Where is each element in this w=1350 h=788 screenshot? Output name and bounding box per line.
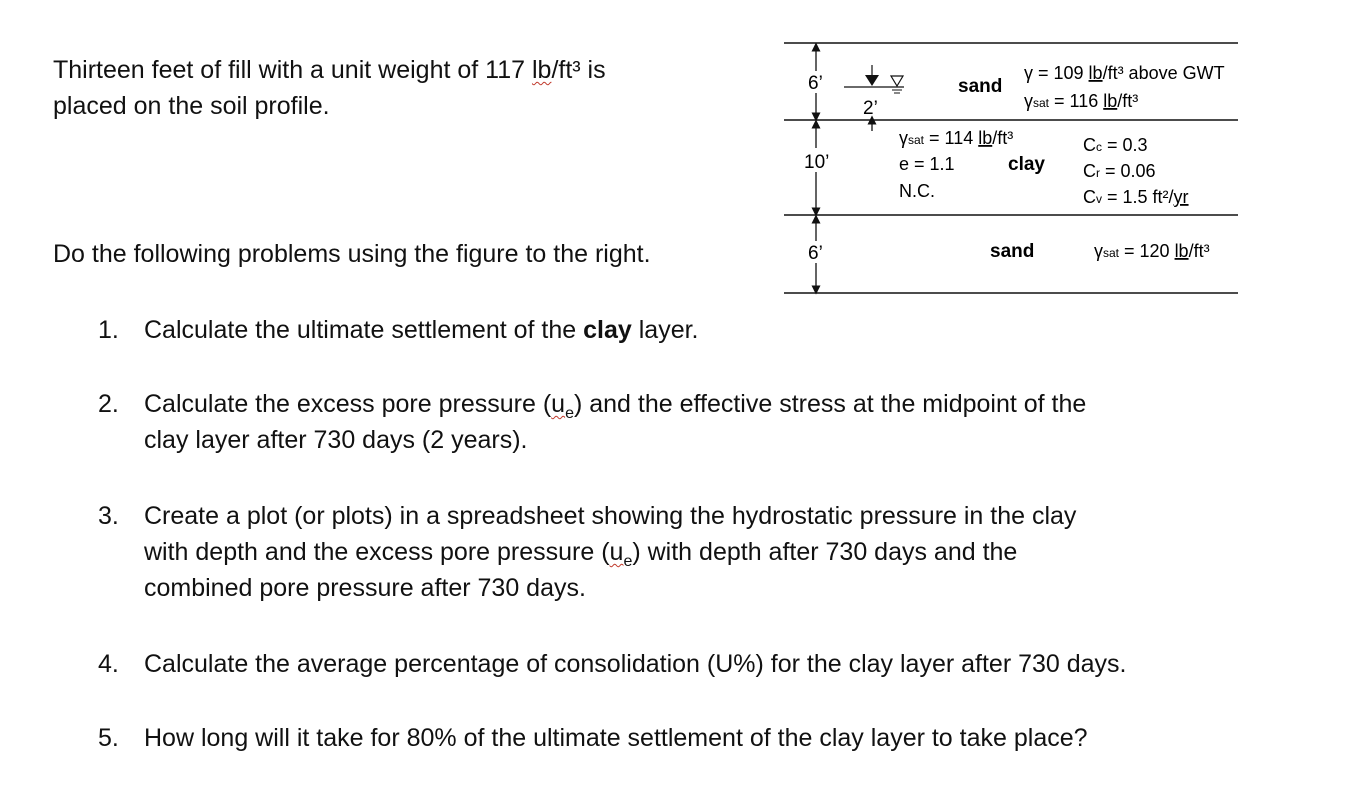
clay-void-ratio: e = 1.1 bbox=[899, 154, 955, 174]
clay-cr: Cr = 0.06 bbox=[1083, 161, 1156, 181]
clay-label: clay bbox=[1008, 154, 1045, 175]
sand-bottom-gamma-sat: γsat = 120 lb/ft³ bbox=[1094, 241, 1210, 261]
dim-label-gwt: 2’ bbox=[863, 98, 878, 119]
dim-label-clay: 10’ bbox=[804, 152, 830, 173]
intro-line-2: placed on the soil profile. bbox=[53, 92, 330, 120]
clay-cc: Cc = 0.3 bbox=[1083, 135, 1148, 155]
dim-label-top: 6’ bbox=[808, 73, 823, 94]
sand-top-gamma-sat: γsat = 116 lb/ft³ bbox=[1024, 91, 1139, 111]
instruction-text: Do the following problems using the figure to the right. bbox=[53, 240, 651, 268]
sand-bottom-label: sand bbox=[990, 241, 1035, 262]
clay-cv: Cv = 1.5 ft²/yr bbox=[1083, 187, 1189, 207]
clay-nc: N.C. bbox=[899, 181, 935, 201]
clay-gamma-sat: γsat = 114 lb/ft³ bbox=[899, 128, 1014, 148]
sand-top-label: sand bbox=[958, 76, 1003, 97]
sand-top-gamma: γ = 109 lb/ft³ above GWT bbox=[1024, 63, 1225, 83]
intro-paragraph bbox=[53, 52, 606, 124]
gwt-arrow-icon bbox=[865, 75, 879, 86]
dim-label-bottom: 6’ bbox=[808, 243, 823, 264]
water-table-symbol-icon bbox=[891, 76, 903, 86]
intro-line-1: Thirteen feet of fill with a unit weight of 117 lb/ft³ is bbox=[53, 56, 606, 84]
soil-profile-figure bbox=[770, 35, 1250, 305]
